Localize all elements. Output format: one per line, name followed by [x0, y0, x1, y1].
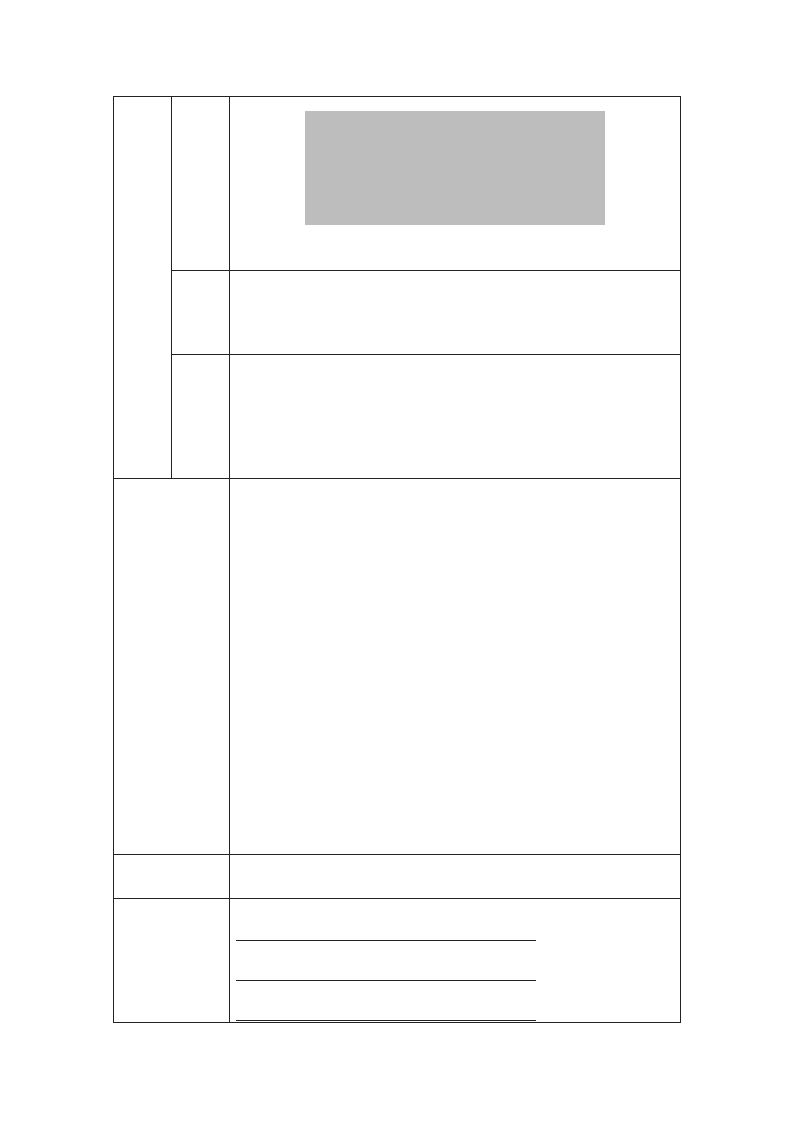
lesson-plan-table: [113, 96, 681, 1023]
issue-line-1: [236, 901, 680, 941]
matching-diagram: [252, 509, 572, 609]
clock-photo-cell: [230, 97, 681, 271]
answers-label: [114, 479, 230, 855]
issues-content: [230, 899, 681, 1023]
issue-blank-2[interactable]: [236, 962, 536, 981]
issue-blank-1[interactable]: [236, 922, 536, 941]
homework-content: [230, 855, 681, 899]
alarm-clocks-illustration: [305, 111, 605, 225]
answers-content: [230, 479, 681, 855]
issue-blank-3[interactable]: [236, 1002, 536, 1021]
alarm-clocks-photo: [305, 111, 605, 225]
homework-label: [114, 855, 230, 899]
issues-label: [114, 899, 230, 1023]
issue-line-2: [236, 941, 680, 981]
issue-line-3: [236, 981, 680, 1021]
summary-label: [172, 355, 230, 479]
summary-content: [230, 355, 681, 479]
section-left-cell: [114, 97, 172, 479]
tips-content: [230, 271, 681, 355]
empty-label-cell: [172, 97, 230, 271]
tips-label: [172, 271, 230, 355]
